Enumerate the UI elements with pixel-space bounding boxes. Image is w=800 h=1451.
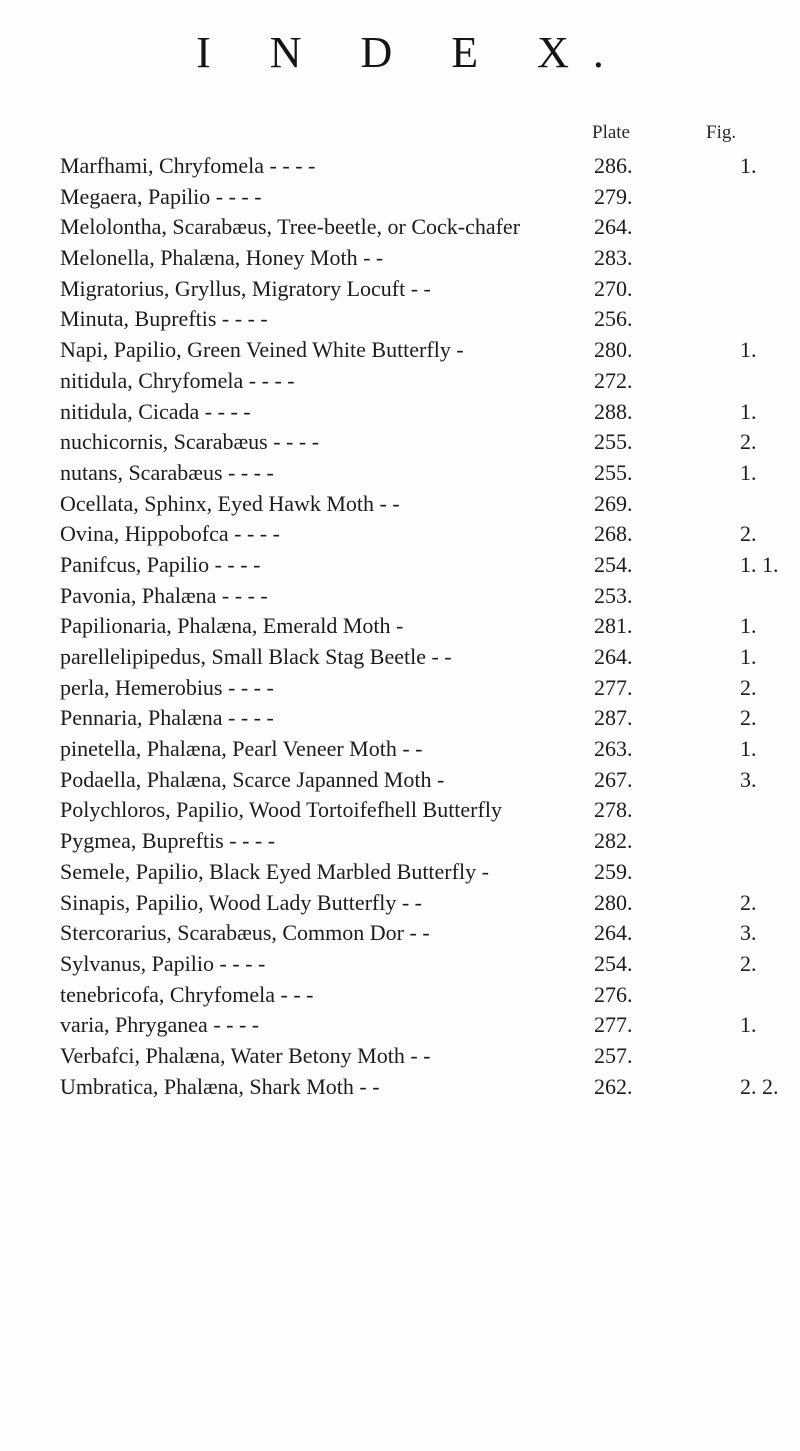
index-entry (0, 980, 800, 1011)
index-entry (0, 734, 800, 765)
entry-plate: 277. (594, 1012, 633, 1038)
entry-name: Semele, Papilio, Black Eyed Marbled Butterfly - (60, 858, 489, 884)
index-entry (0, 826, 800, 857)
index-entry (0, 1072, 800, 1103)
entry-name: Melonella, Phalæna, Honey Moth - - (60, 245, 384, 271)
index-entry (0, 243, 800, 274)
index-entry (0, 703, 800, 734)
entry-plate: 276. (594, 981, 633, 1007)
entry-plate: 288. (594, 398, 633, 424)
entry-fig: 2. (740, 429, 757, 455)
entry-name: nutans, Scarabæus - - - - (60, 459, 274, 485)
index-entry (0, 550, 800, 581)
entry-fig: 1. (740, 613, 757, 639)
entry-fig: 2. (740, 521, 757, 547)
entry-name: varia, Phryganea - - - - (60, 1012, 260, 1038)
entry-name: Sylvanus, Papilio - - - - (60, 950, 266, 976)
entry-name: nitidula, Chryfomela - - - - (60, 367, 295, 393)
entry-name: Melolontha, Scarabæus, Tree-beetle, or Cock-chafer (60, 214, 521, 240)
entry-plate: 286. (594, 153, 633, 178)
index-entry (0, 304, 800, 335)
entry-plate: 253. (594, 582, 633, 608)
entry-plate: 262. (594, 1073, 633, 1099)
entry-fig: 2. (740, 950, 757, 976)
entry-name: Umbratica, Phalæna, Shark Moth - - (60, 1073, 380, 1099)
index-entry (0, 458, 800, 489)
entry-name: Megaera, Papilio - - - - (60, 183, 262, 209)
entry-plate: 259. (594, 858, 633, 884)
entry-plate: 277. (594, 674, 633, 700)
index-entry (0, 366, 800, 397)
entry-name: Napi, Papilio, Green Veined White Butterfly - (60, 337, 464, 363)
index-entry (0, 795, 800, 826)
entry-plate: 264. (594, 214, 633, 240)
index-entry (0, 519, 800, 550)
entry-fig: 1. (740, 644, 757, 669)
entry-plate: 283. (594, 245, 633, 271)
entry-plate: 280. (594, 889, 633, 915)
entry-name: Sinapis, Papilio, Wood Lady Butterfly - - (60, 889, 423, 915)
entry-name: pinetella, Phalæna, Pearl Veneer Moth - - (60, 736, 423, 762)
entry-plate: 264. (594, 920, 633, 946)
entry-plate: 264. (594, 644, 633, 669)
entry-name: perla, Hemerobius - - - - (60, 674, 274, 700)
entry-fig: 2. (740, 674, 757, 700)
entry-plate: 254. (594, 950, 633, 976)
entry-plate: 282. (594, 828, 633, 854)
index-entry (0, 212, 800, 243)
entry-fig: 2. 2. (740, 1073, 779, 1099)
index-entry (0, 611, 800, 642)
entry-plate: 255. (594, 429, 633, 455)
index-entry (0, 888, 800, 919)
entry-name: tenebricofa, Chryfomela - - - (60, 981, 314, 1007)
index-entry (0, 274, 800, 305)
entry-name: Pavonia, Phalæna - - - - (60, 582, 268, 608)
index-entry (0, 182, 800, 213)
entry-name: nitidula, Cicada - - - - (60, 398, 251, 424)
entry-name: Pennaria, Phalæna - - - - (60, 705, 274, 731)
fig-column-header: Fig. (706, 122, 737, 143)
entry-plate: 255. (594, 459, 633, 485)
index-entry (0, 765, 800, 796)
entry-name: Ocellata, Sphinx, Eyed Hawk Moth - - (60, 490, 400, 516)
entry-plate: 272. (594, 367, 633, 393)
entry-fig: 1. (740, 153, 757, 178)
entry-fig: 1. (740, 398, 757, 424)
entry-plate: 279. (594, 183, 633, 209)
entry-name: Marfhami, Chryfomela - - - - (60, 153, 316, 178)
entry-name: Stercorarius, Scarabæus, Common Dor - - (60, 920, 430, 946)
entry-fig: 1. (740, 459, 757, 485)
page-title: I N D E X. (196, 28, 628, 77)
entry-name: Ovina, Hippobofca - - - - (60, 521, 280, 547)
entry-plate: 280. (594, 337, 633, 363)
entry-name: Podaella, Phalæna, Scarce Japanned Moth - (60, 766, 445, 792)
entry-name: Polychloros, Papilio, Wood Tortoifefhell Butterfly (60, 797, 502, 823)
index-entry (0, 427, 800, 458)
entry-plate: 263. (594, 736, 633, 762)
index-entry (0, 857, 800, 888)
entry-name: Verbafci, Phalæna, Water Betony Moth - - (60, 1042, 431, 1068)
index-entry (0, 949, 800, 980)
entry-name: nuchicornis, Scarabæus - - - - (60, 429, 320, 455)
index-entry (0, 151, 800, 182)
index-entry (0, 1010, 800, 1041)
entry-plate: 268. (594, 521, 633, 547)
entry-plate: 267. (594, 766, 633, 792)
entry-plate: 270. (594, 275, 633, 301)
entry-name: Pygmea, Bupreftis - - - - (60, 828, 276, 854)
entry-plate: 256. (594, 306, 633, 332)
entry-fig: 1. (740, 736, 757, 762)
entry-plate: 257. (594, 1042, 633, 1068)
index-entry (0, 918, 800, 949)
entry-name: Papilionaria, Phalæna, Emerald Moth - (60, 613, 404, 639)
column-headers (0, 122, 800, 148)
index-entries (0, 151, 800, 1102)
index-entry (0, 1041, 800, 1072)
entry-fig: 1. (740, 337, 757, 363)
index-entry (0, 581, 800, 612)
entry-fig: 1. 1. (740, 551, 779, 577)
entry-name: parellelipipedus, Small Black Stag Beetle - - (60, 644, 452, 669)
index-entry (0, 397, 800, 428)
entry-name: Migratorius, Gryllus, Migratory Locuft - - (60, 275, 431, 301)
entry-name: Panifcus, Papilio - - - - (60, 551, 261, 577)
entry-plate: 269. (594, 490, 633, 516)
entry-plate: 287. (594, 705, 633, 731)
entry-name: Minuta, Bupreftis - - - - (60, 306, 268, 332)
index-entry (0, 335, 800, 366)
entry-fig: 3. (740, 920, 757, 946)
entry-plate: 278. (594, 797, 633, 823)
index-entry (0, 673, 800, 704)
index-entry (0, 642, 800, 673)
entry-fig: 3. (740, 766, 757, 792)
plate-column-header: Plate (592, 122, 630, 143)
entry-fig: 2. (740, 889, 757, 915)
entry-plate: 281. (594, 613, 633, 639)
entry-fig: 1. (740, 1012, 757, 1038)
entry-fig: 2. (740, 705, 757, 731)
index-entry (0, 489, 800, 520)
entry-plate: 254. (594, 551, 633, 577)
